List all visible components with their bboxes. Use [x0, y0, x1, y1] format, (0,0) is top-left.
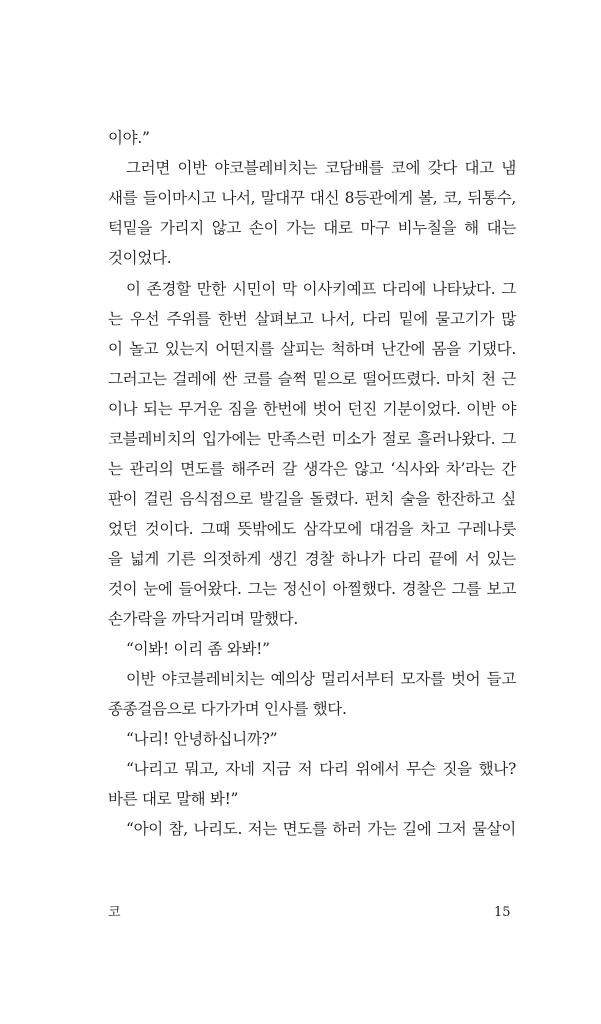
body-line: 이 놀고 있는지 어떤지를 살피는 척하며 난간에 몸을 기댔다.: [108, 340, 516, 358]
body-line: 을 넓게 기른 의젓하게 생긴 경찰 하나가 다리 끝에 서 있는: [108, 550, 516, 568]
body-line: “나리! 안녕하십니까?”: [126, 730, 278, 748]
body-line: 그러면 이반 야코블레비치는 코담배를 코에 갖다 대고 냄: [126, 159, 516, 177]
body-line: 턱밑을 가리지 않고 손이 가는 대로 마구 비누칠을 해 대는: [108, 219, 516, 237]
running-title: 코: [108, 905, 121, 920]
body-line: “이봐! 이리 좀 와봐!”: [126, 640, 270, 658]
body-line: 바른 대로 말해 봐!”: [108, 790, 239, 808]
body-line: 이 존경할 만한 시민이 막 이사키예프 다리에 나타났다. 그: [126, 280, 516, 298]
body-line: 그러고는 걸레에 싼 코를 슬쩍 밑으로 떨어뜨렸다. 마치 천 근: [108, 370, 516, 388]
body-line: 코블레비치의 입가에는 만족스런 미소가 절로 흘러나왔다. 그: [108, 430, 516, 448]
body-line: 것이었다.: [108, 249, 172, 267]
body-line: “나리고 뭐고, 자네 지금 저 다리 위에서 무슨 짓을 했나?: [126, 760, 516, 778]
body-line: 것이 눈에 들어왔다. 그는 정신이 아찔했다. 경찰은 그를 보고: [108, 580, 516, 598]
body-line: 는 우선 주위를 한번 살펴보고 나서, 다리 밑에 물고기가 많: [108, 310, 516, 328]
body-line: 새를 들이마시고 나서, 말대꾸 대신 8등관에게 볼, 코, 뒤통수,: [108, 189, 516, 207]
page-number: 15: [494, 905, 511, 920]
body-line: 이야.”: [108, 129, 150, 147]
body-line: 판이 걸린 음식점으로 발길을 돌렸다. 펀치 술을 한잔하고 싶: [108, 490, 516, 508]
body-line: “아이 참, 나리도. 저는 면도를 하러 가는 길에 그저 물살이: [126, 820, 516, 838]
body-line: 이반 야코블레비치는 예의상 멀리서부터 모자를 벗어 들고: [126, 670, 516, 688]
body-line: 었던 것이다. 그때 뜻밖에도 삼각모에 대검을 차고 구레나룻: [108, 520, 516, 538]
body-line: 손가락을 까닥거리며 말했다.: [108, 610, 298, 628]
body-line: 는 관리의 면도를 해주러 갈 생각은 않고 ‘식사와 차’라는 간: [108, 460, 516, 478]
body-line: 종종걸음으로 다가가며 인사를 했다.: [108, 700, 347, 718]
body-line: 이나 되는 무거운 짐을 한번에 벗어 던진 기분이었다. 이반 야: [108, 400, 516, 418]
